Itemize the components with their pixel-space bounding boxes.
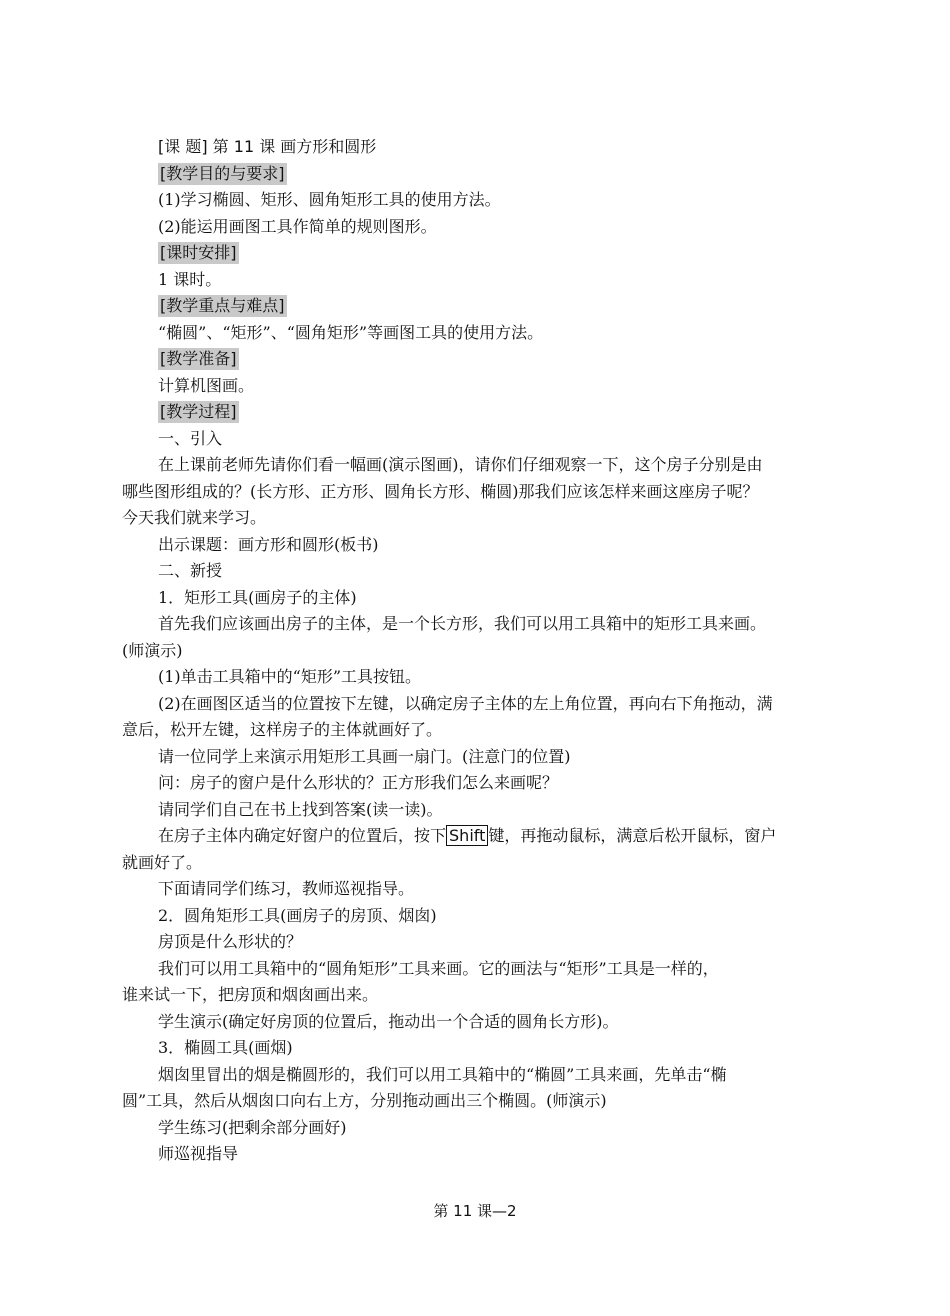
- section-label-process: [教学过程]: [160, 402, 237, 421]
- intro-paragraph-line-3: 今天我们就来学习。: [122, 508, 267, 527]
- rounded-paragraph-1: 房顶是什么形状的？: [158, 932, 303, 951]
- rect-paragraph-question: 问：房子的窗户是什么形状的？正方形我们怎么来画呢？: [158, 773, 559, 792]
- ellipse-paragraph-1-line-2: 圆”工具，然后从烟囱口向右上方，分别拖动画出三个椭圆。(师演示): [122, 1091, 607, 1110]
- lesson-title: [158, 134, 838, 161]
- rect-step-2-line-1: (2)在画图区适当的位置按下左键，以确定房子主体的左上角位置，再向右下角拖动，满: [158, 693, 773, 713]
- subheading-rectangle-tool: 1．矩形工具(画房子的主体): [158, 587, 357, 607]
- rounded-paragraph-3: 学生演示(确定好房顶的位置后，拖动出一个合适的圆角长方形)。: [158, 1011, 619, 1031]
- intro-paragraph-line-2: 哪些图形组成的？(长方形、正方形、圆角长方形、椭圆)那我们应该怎样来画这座房子呢？: [122, 481, 759, 501]
- rect-paragraph-shift-line-1: [158, 823, 838, 850]
- preparation-text: 计算机图画。: [158, 375, 255, 395]
- shift-text-after: 键，再拖动鼠标，满意后松开鼠标，窗户: [488, 826, 777, 845]
- heading-intro: 一、引入: [158, 428, 223, 448]
- rect-paragraph-shift-line-2: 就画好了。: [122, 852, 203, 872]
- section-label-key-points: [教学重点与难点]: [160, 296, 285, 315]
- page-footer: 第 11 课—2: [433, 1202, 517, 1220]
- intro-paragraph-2: 出示课题：画方形和圆形(板书): [158, 534, 379, 554]
- goal-1: (1)学习椭圆、矩形、圆角矩形工具的使用方法。: [158, 190, 501, 209]
- rounded-paragraph-2-line-1: 我们可以用工具箱中的“圆角矩形”工具来画。它的画法与“矩形”工具是一样的，: [158, 958, 719, 978]
- goal-2: (2)能运用画图工具作简单的规则图形。: [158, 216, 437, 236]
- key-points-text: “椭圆”、“矩形”、“圆角矩形”等画图工具的使用方法。: [158, 322, 544, 342]
- subheading-ellipse-tool: 3．椭圆工具(画烟): [158, 1038, 293, 1057]
- section-label-goals: [教学目的与要求]: [160, 163, 285, 183]
- rect-paragraph-practice: 下面请同学们练习，教师巡视指导。: [158, 879, 415, 898]
- section-label-time: [课时安排]: [160, 243, 237, 262]
- title-text: 第 11 课 画方形和圆形: [212, 137, 377, 156]
- rect-paragraph-line-2: (师演示): [122, 640, 183, 660]
- ellipse-paragraph-2: 学生练习(把剩余部分画好): [158, 1117, 347, 1137]
- rect-step-2-line-2: 意后，松开左键，这样房子的主体就画好了。: [122, 720, 443, 739]
- time-text: 1 课时。: [158, 269, 222, 289]
- subheading-rounded-rect-tool: 2．圆角矩形工具(画房子的房顶、烟囱): [158, 905, 437, 925]
- rect-paragraph-door: 请一位同学上来演示用矩形工具画一扇门。(注意门的位置): [158, 746, 571, 766]
- rect-step-1: (1)单击工具箱中的“矩形”工具按钮。: [158, 667, 422, 686]
- rounded-paragraph-2-line-2: 谁来试一下，把房顶和烟囱画出来。: [122, 985, 379, 1004]
- lesson-plan-body: [122, 134, 838, 1168]
- title-bracket-label: [课 题]: [158, 137, 208, 156]
- ellipse-paragraph-1-line-1: 烟囱里冒出的烟是椭圆形的，我们可以用工具箱中的“椭圆”工具来画，先单击“椭: [158, 1064, 727, 1084]
- shift-key-box: Shift: [446, 825, 488, 846]
- rect-paragraph-line-1: 首先我们应该画出房子的主体，是一个长方形，我们可以用工具箱中的矩形工具来画。: [158, 614, 767, 633]
- heading-new-lesson: 二、新授: [158, 561, 223, 580]
- section-label-preparation: [教学准备]: [160, 349, 237, 368]
- shift-text-before: 在房子主体内确定好窗户的位置后，按下: [158, 826, 447, 845]
- rect-paragraph-read: 请同学们自己在书上找到答案(读一读)。: [158, 799, 443, 819]
- ellipse-paragraph-3: 师巡视指导: [158, 1144, 239, 1163]
- intro-paragraph-line-1: 在上课前老师先请你们看一幅画(演示图画)，请你们仔细观察一下，这个房子分别是由: [158, 455, 763, 474]
